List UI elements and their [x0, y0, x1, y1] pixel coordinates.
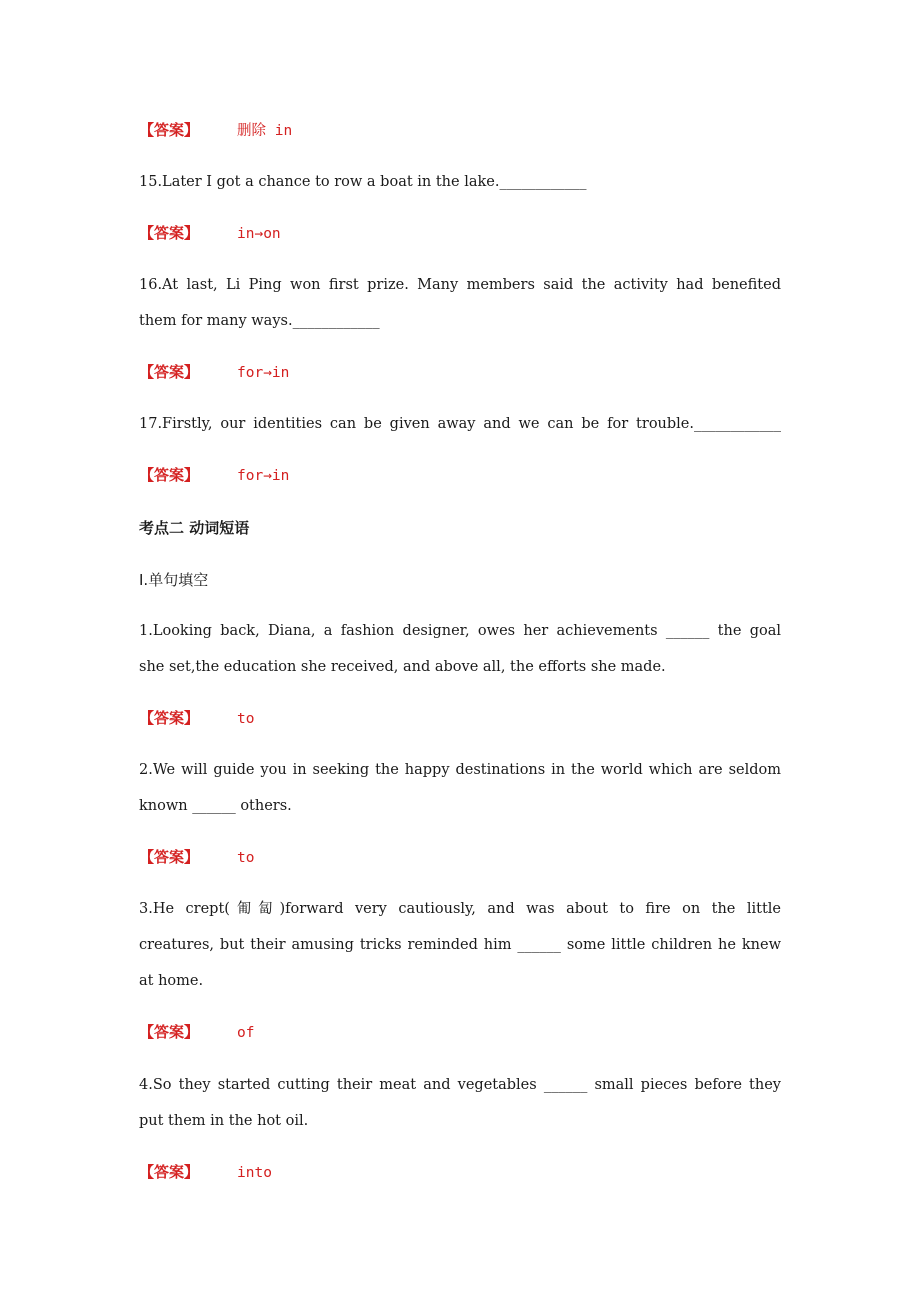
- question-1-line-2: she set,the education she received, and above all, the efforts she made.: [139, 659, 666, 675]
- answer-label: 【答案】: [139, 121, 200, 139]
- question-2-line-1: 2.We will guide you in seeking the happy destinations in the world which are seldom: [139, 762, 781, 778]
- answer-value: into: [237, 1165, 272, 1181]
- answer-label: 【答案】: [139, 848, 200, 866]
- question-4-line-1: 4.So they started cutting their meat and vegetables ______ small pieces before they: [139, 1077, 781, 1093]
- answer-value: for→in: [237, 365, 290, 381]
- question-2-line-2: known ______ others.: [139, 798, 292, 814]
- answer-row: [139, 1160, 272, 1185]
- answer-value: to: [237, 850, 255, 866]
- answer-row: [139, 845, 254, 870]
- answer-row: [139, 706, 254, 731]
- question-3-line-3: at home.: [139, 973, 204, 989]
- answer-value: in→on: [237, 226, 281, 242]
- answer-label: 【答案】: [139, 224, 200, 242]
- answer-row: [139, 118, 292, 143]
- question-4-line-2: put them in the hot oil.: [139, 1113, 309, 1129]
- question-16-line-1: 16.At last, Li Ping won first prize. Many members said the activity had benefited: [139, 277, 781, 293]
- question-17-line-1: 17.Firstly, our identities can be given away and we can be for trouble.____________: [139, 416, 781, 432]
- subsection-title: Ⅰ.单句填空: [139, 571, 209, 589]
- answer-value: of: [237, 1025, 255, 1041]
- answer-value: 删除 in: [237, 123, 293, 139]
- answer-row: [139, 221, 281, 246]
- answer-label: 【答案】: [139, 363, 200, 381]
- section-title: 考点二 动词短语: [139, 519, 250, 537]
- answer-value: for→in: [237, 468, 290, 484]
- answer-value: to: [237, 711, 255, 727]
- question-15-line-1: 15.Later I got a chance to row a boat in the lake.____________: [139, 174, 587, 190]
- answer-label: 【答案】: [139, 466, 200, 484]
- answer-row: [139, 1020, 254, 1045]
- answer-row: [139, 463, 289, 488]
- answer-label: 【答案】: [139, 709, 200, 727]
- question-16-line-2: them for many ways.____________: [139, 313, 380, 329]
- answer-row: [139, 360, 289, 385]
- question-3-line-2: creatures, but their amusing tricks reminded him ______ some little children he knew: [139, 937, 781, 953]
- question-1-line-1: 1.Looking back, Diana, a fashion designer, owes her achievements ______ the goal: [139, 623, 781, 639]
- question-3-line-1: 3.He crept(匍匐)forward very cautiously, and was about to fire on the little: [139, 901, 781, 917]
- answer-label: 【答案】: [139, 1023, 200, 1041]
- answer-label: 【答案】: [139, 1163, 200, 1181]
